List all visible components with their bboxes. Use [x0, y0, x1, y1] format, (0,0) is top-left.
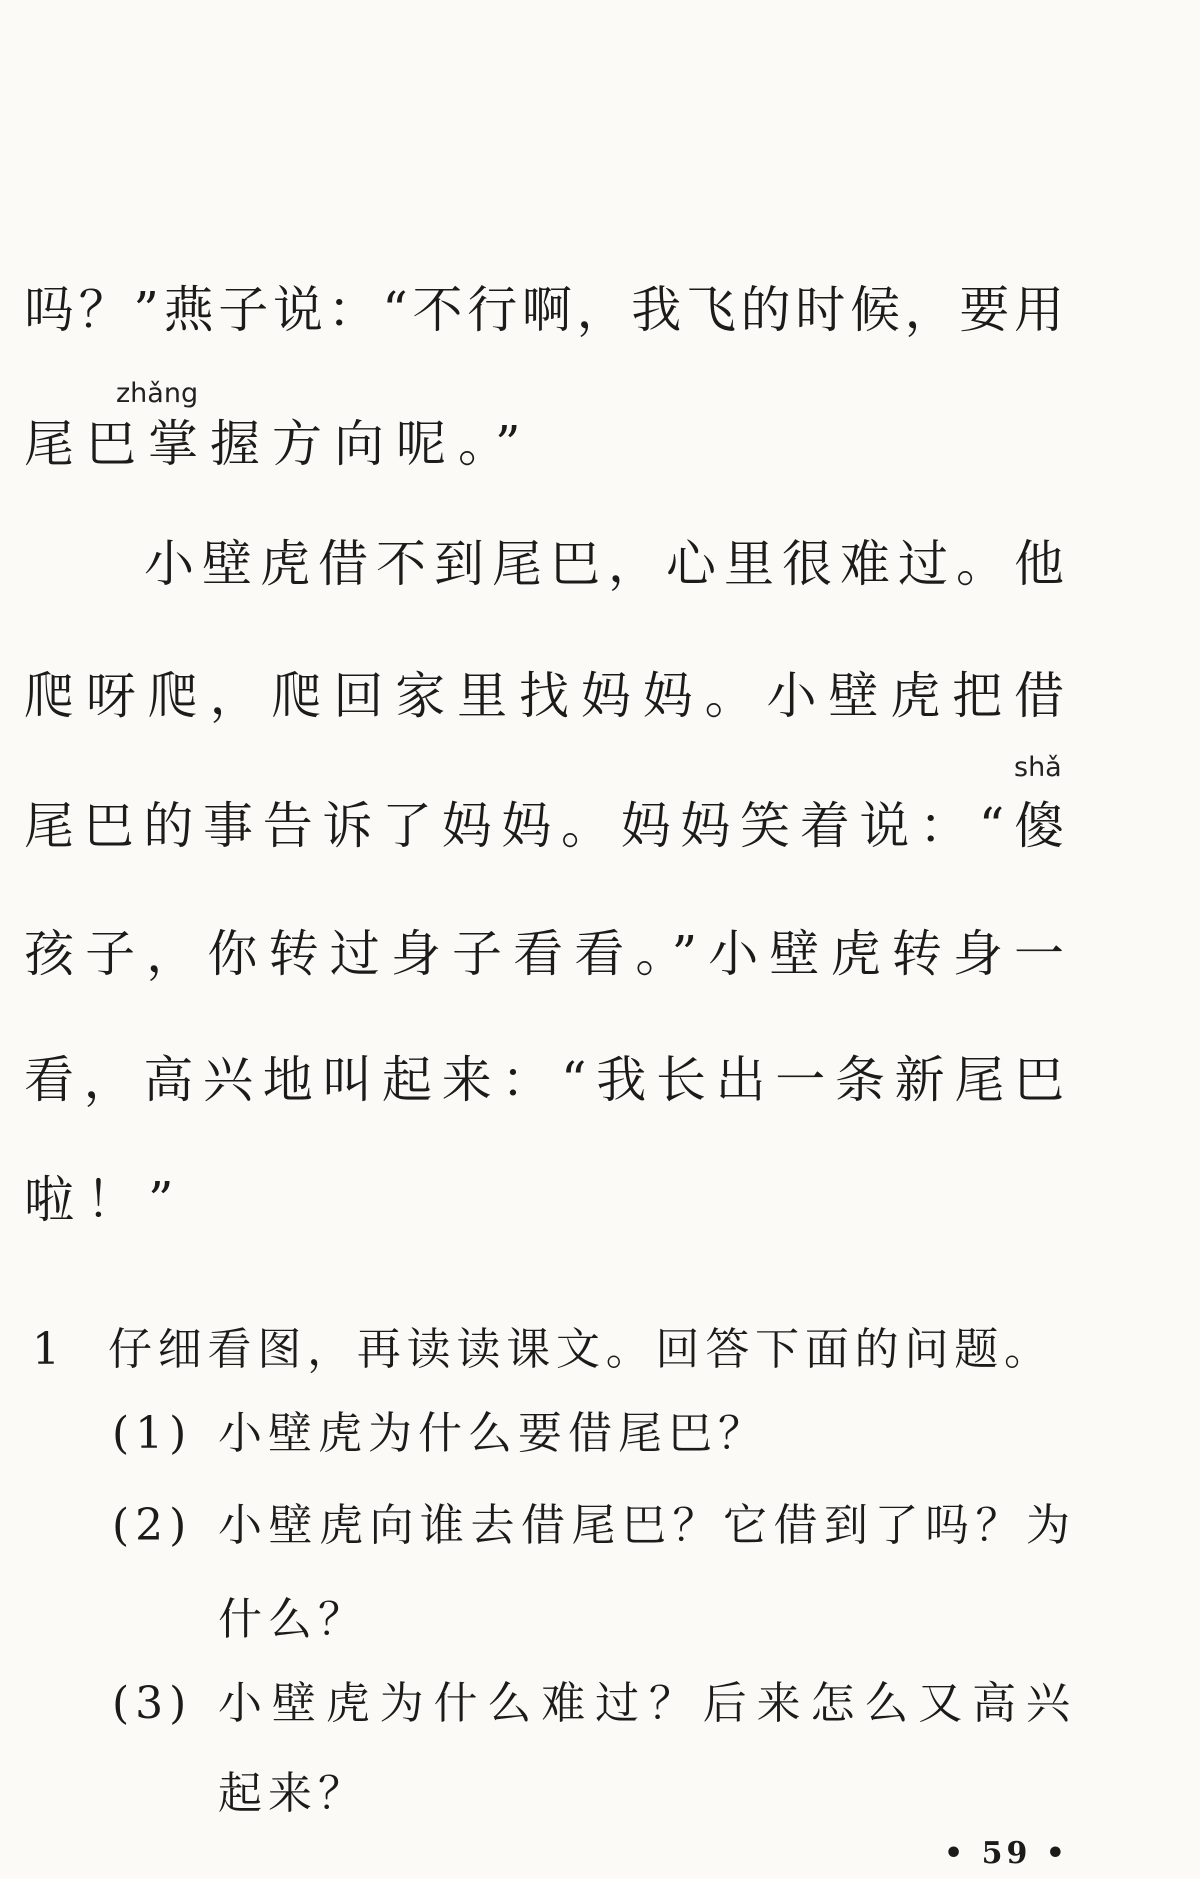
pinyin-zhang: zhǎng: [116, 378, 199, 409]
question-text-1: 小壁虎为什么要借尾巴？: [218, 1408, 768, 1459]
question-text-2: 小壁虎向谁去借尾巴？它借到了吗？为: [218, 1500, 1070, 1551]
question-text-2-cont: 什么？: [218, 1594, 368, 1645]
exercise-prompt: 仔细看图，再读读课文。回答下面的问题。: [108, 1324, 1048, 1375]
story-line-3: 小壁虎借不到尾巴，心里很难过。他: [144, 535, 1064, 593]
page-number: • 59 •: [944, 1836, 1069, 1871]
question-label-2: (2): [112, 1500, 193, 1551]
story-line-6: 孩子，你转过身子看看。”小壁虎转身一: [24, 925, 1064, 983]
question-text-3-cont: 起来？: [218, 1768, 368, 1819]
question-label-3: (3): [112, 1678, 193, 1729]
story-line-2: 尾巴掌握方向呢。”: [24, 415, 533, 473]
exercise-number: 1: [32, 1324, 66, 1375]
pinyin-sha: shǎ: [1014, 752, 1062, 783]
story-line-7: 看，高兴地叫起来：“我长出一条新尾巴: [24, 1051, 1064, 1109]
story-line-5: 尾巴的事告诉了妈妈。妈妈笑着说：“傻: [24, 797, 1064, 855]
story-line-8: 啦！”: [24, 1171, 186, 1229]
question-label-1: (1): [112, 1408, 193, 1459]
question-text-3: 小壁虎为什么难过？后来怎么又高兴: [218, 1678, 1070, 1729]
story-line-4: 爬呀爬，爬回家里找妈妈。小壁虎把借: [24, 667, 1064, 725]
story-line-1: 吗？”燕子说：“不行啊，我飞的时候，要用: [24, 281, 1064, 339]
